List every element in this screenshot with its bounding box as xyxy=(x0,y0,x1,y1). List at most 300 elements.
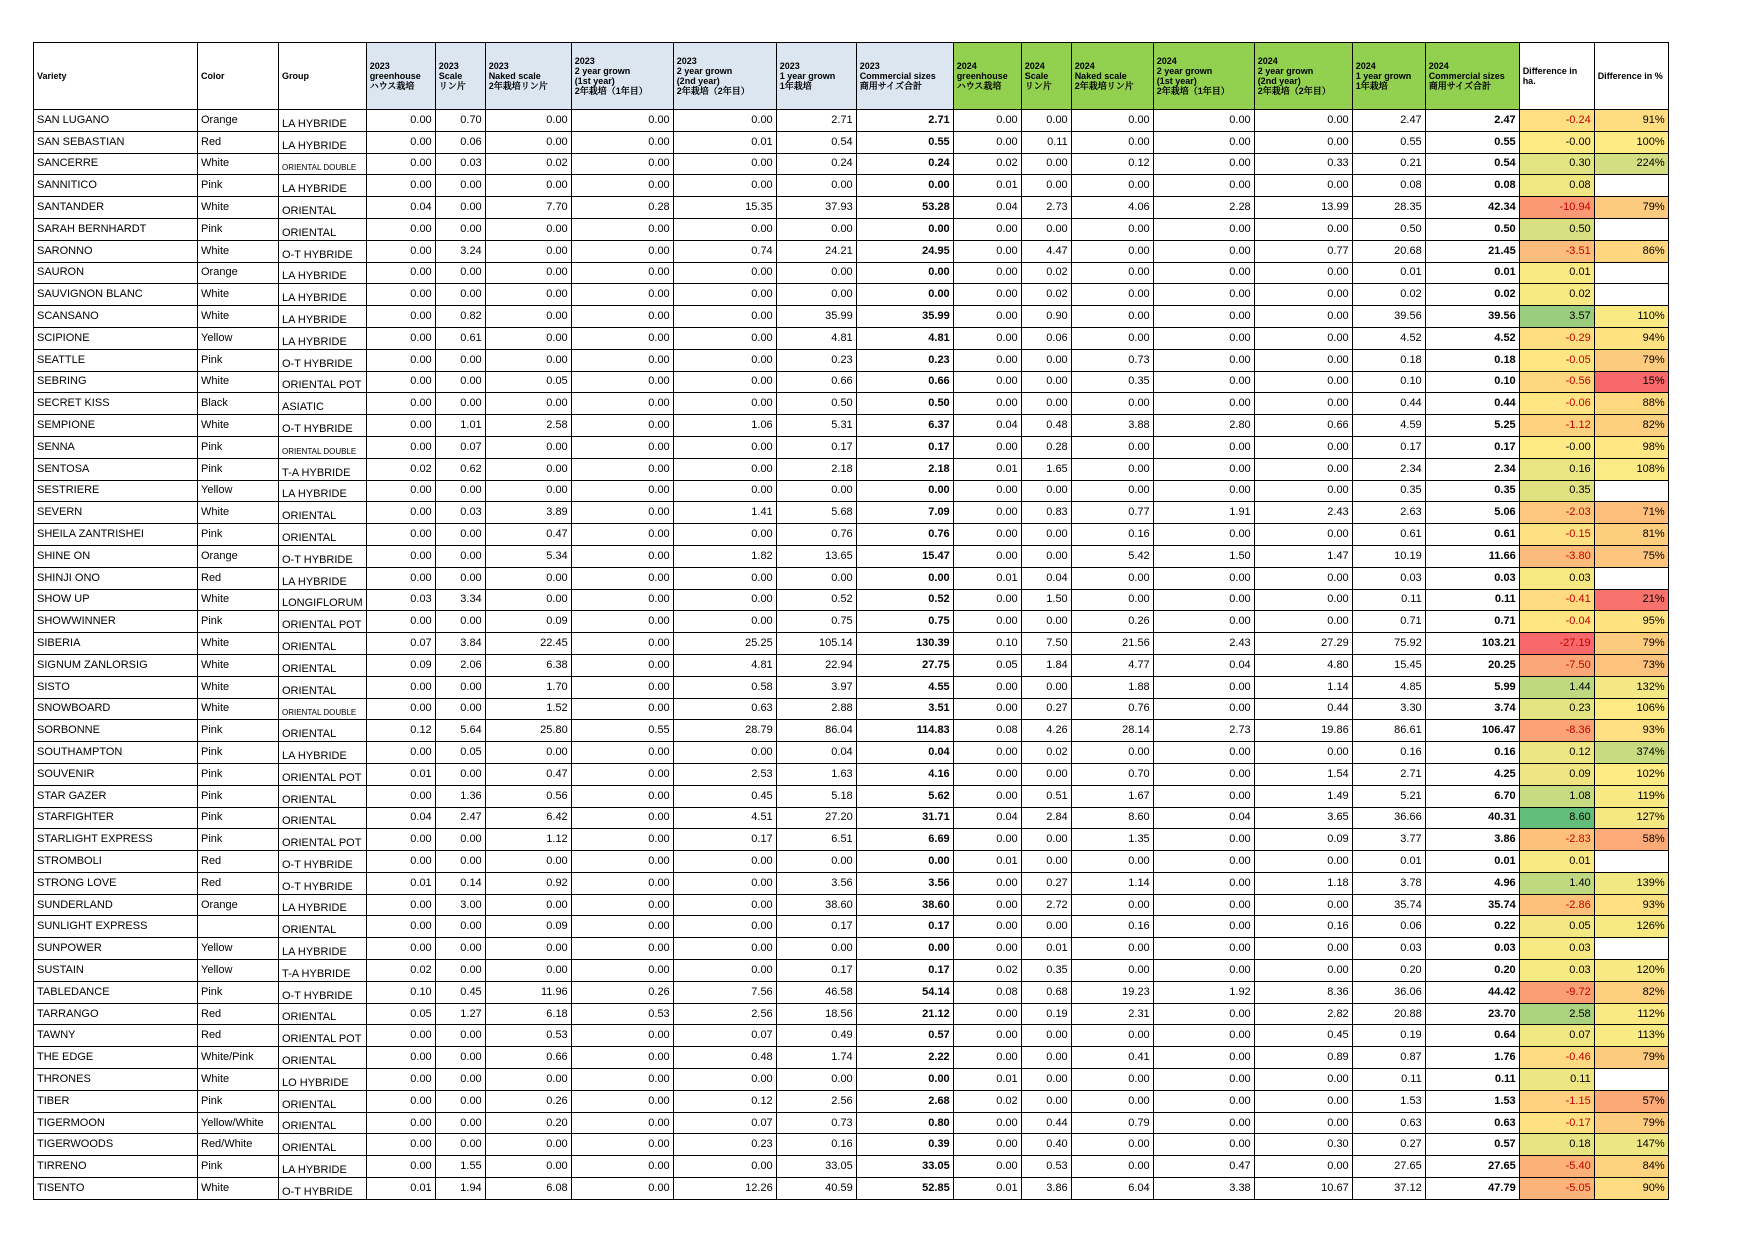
cell-2024-1yr: 0.01 xyxy=(1352,262,1425,284)
cell-diff-ha: 2.58 xyxy=(1519,1003,1594,1025)
cell-group: ORIENTAL xyxy=(279,1090,367,1112)
cell-2024-scale: 0.02 xyxy=(1021,262,1071,284)
cell-2024-2yr-1st: 0.00 xyxy=(1153,1069,1254,1091)
cell-group: O-T HYBRIDE xyxy=(279,545,367,567)
cell-group: ASIATIC xyxy=(279,393,367,415)
table-row xyxy=(34,306,1669,328)
table-row xyxy=(34,1134,1669,1156)
cell-variety: SANCERRE xyxy=(34,153,198,175)
cell-2024-2yr-2nd: 0.00 xyxy=(1254,611,1352,633)
cell-2024-scale: 0.19 xyxy=(1021,1003,1071,1025)
table-row xyxy=(34,327,1669,349)
cell-2023-greenhouse: 0.00 xyxy=(366,502,435,524)
cell-2024-2yr-1st: 2.80 xyxy=(1153,415,1254,437)
cell-2023-commercial: 0.04 xyxy=(856,742,953,764)
cell-2024-commercial: 20.25 xyxy=(1425,654,1519,676)
cell-diff-pct: 21% xyxy=(1594,589,1668,611)
cell-2023-1yr: 0.52 xyxy=(776,589,856,611)
cell-diff-ha: -5.40 xyxy=(1519,1156,1594,1178)
cell-2023-commercial: 3.56 xyxy=(856,872,953,894)
cell-2023-commercial: 15.47 xyxy=(856,545,953,567)
table-row xyxy=(34,872,1669,894)
cell-2024-2yr-1st: 0.00 xyxy=(1153,371,1254,393)
cell-2023-2yr-2nd: 0.07 xyxy=(673,1025,776,1047)
cell-2024-commercial: 11.66 xyxy=(1425,545,1519,567)
cell-2023-1yr: 0.54 xyxy=(776,131,856,153)
cell-diff-pct: 147% xyxy=(1594,1134,1668,1156)
cell-diff-pct: 86% xyxy=(1594,240,1668,262)
cell-2024-2yr-1st: 0.00 xyxy=(1153,284,1254,306)
table-row xyxy=(34,284,1669,306)
cell-2024-2yr-1st: 2.43 xyxy=(1153,633,1254,655)
cell-2023-2yr-2nd: 1.82 xyxy=(673,545,776,567)
table-row xyxy=(34,960,1669,982)
cell-2024-commercial: 42.34 xyxy=(1425,197,1519,219)
cell-2023-2yr-2nd: 0.00 xyxy=(673,916,776,938)
cell-group: O-T HYBRIDE xyxy=(279,349,367,371)
cell-2023-scale: 0.06 xyxy=(435,131,485,153)
cell-2024-naked-scale: 0.00 xyxy=(1071,436,1153,458)
cell-2023-2yr-1st: 0.00 xyxy=(571,894,673,916)
cell-color: White xyxy=(198,589,279,611)
cell-2024-greenhouse: 0.00 xyxy=(953,894,1021,916)
cell-2023-naked-scale: 0.00 xyxy=(485,110,571,132)
cell-2023-scale: 1.01 xyxy=(435,415,485,437)
cell-2024-commercial: 0.63 xyxy=(1425,1112,1519,1134)
cell-2024-naked-scale: 28.14 xyxy=(1071,720,1153,742)
cell-diff-pct: 71% xyxy=(1594,502,1668,524)
cell-2024-greenhouse: 0.00 xyxy=(953,110,1021,132)
cell-2024-naked-scale: 0.00 xyxy=(1071,1090,1153,1112)
cell-2023-2yr-1st: 0.00 xyxy=(571,480,673,502)
cell-2023-scale: 1.27 xyxy=(435,1003,485,1025)
cell-2024-1yr: 35.74 xyxy=(1352,894,1425,916)
cell-2023-scale: 0.00 xyxy=(435,829,485,851)
cell-2023-scale: 0.62 xyxy=(435,458,485,480)
cell-2023-2yr-1st: 0.00 xyxy=(571,240,673,262)
cell-2024-2yr-1st: 0.04 xyxy=(1153,807,1254,829)
cell-2023-1yr: 27.20 xyxy=(776,807,856,829)
cell-variety: STARLIGHT EXPRESS xyxy=(34,829,198,851)
table-row xyxy=(34,458,1669,480)
cell-2023-greenhouse: 0.00 xyxy=(366,1069,435,1091)
cell-2024-2yr-2nd: 0.00 xyxy=(1254,262,1352,284)
cell-2023-2yr-1st: 0.00 xyxy=(571,110,673,132)
cell-2024-scale: 1.65 xyxy=(1021,458,1071,480)
cell-2023-1yr: 0.00 xyxy=(776,262,856,284)
cell-2023-2yr-1st: 0.00 xyxy=(571,1178,673,1200)
cell-2024-1yr: 0.63 xyxy=(1352,1112,1425,1134)
cell-2023-naked-scale: 0.09 xyxy=(485,916,571,938)
table-row xyxy=(34,654,1669,676)
cell-variety: SEMPIONE xyxy=(34,415,198,437)
cell-2024-scale: 0.11 xyxy=(1021,131,1071,153)
cell-2024-2yr-1st: 0.47 xyxy=(1153,1156,1254,1178)
cell-2023-2yr-2nd: 0.12 xyxy=(673,1090,776,1112)
cell-2023-2yr-2nd: 7.56 xyxy=(673,981,776,1003)
cell-color: Orange xyxy=(198,262,279,284)
cell-diff-ha: 8.60 xyxy=(1519,807,1594,829)
cell-diff-pct: 95% xyxy=(1594,611,1668,633)
cell-2023-commercial: 0.17 xyxy=(856,916,953,938)
cell-diff-ha: -2.86 xyxy=(1519,894,1594,916)
table-row xyxy=(34,829,1669,851)
cell-diff-ha: -8.36 xyxy=(1519,720,1594,742)
cell-2024-2yr-2nd: 27.29 xyxy=(1254,633,1352,655)
table-row xyxy=(34,785,1669,807)
cell-2024-naked-scale: 0.77 xyxy=(1071,502,1153,524)
cell-color: White xyxy=(198,1069,279,1091)
cell-2024-greenhouse: 0.00 xyxy=(953,545,1021,567)
cell-diff-ha: 1.08 xyxy=(1519,785,1594,807)
cell-2024-greenhouse: 0.00 xyxy=(953,1156,1021,1178)
cell-2023-greenhouse: 0.00 xyxy=(366,545,435,567)
cell-variety: SHINE ON xyxy=(34,545,198,567)
cell-group: LONGIFLORUM xyxy=(279,589,367,611)
cell-2024-1yr: 0.18 xyxy=(1352,349,1425,371)
cell-2024-2yr-1st: 0.00 xyxy=(1153,611,1254,633)
cell-2023-1yr: 37.93 xyxy=(776,197,856,219)
cell-2024-2yr-2nd: 0.00 xyxy=(1254,349,1352,371)
cell-diff-ha: -0.15 xyxy=(1519,524,1594,546)
cell-2024-commercial: 0.22 xyxy=(1425,916,1519,938)
cell-2024-2yr-1st: 0.00 xyxy=(1153,742,1254,764)
cell-2024-scale: 0.00 xyxy=(1021,829,1071,851)
cell-diff-pct xyxy=(1594,218,1668,240)
cell-2023-2yr-1st: 0.00 xyxy=(571,306,673,328)
cell-2024-commercial: 3.74 xyxy=(1425,698,1519,720)
table-row xyxy=(34,676,1669,698)
cell-2024-2yr-2nd: 0.09 xyxy=(1254,829,1352,851)
cell-color: White xyxy=(198,654,279,676)
table-row xyxy=(34,1178,1669,1200)
cell-2024-commercial: 4.25 xyxy=(1425,763,1519,785)
cell-2023-scale: 0.00 xyxy=(435,262,485,284)
cell-2024-scale: 7.50 xyxy=(1021,633,1071,655)
cell-2023-greenhouse: 0.01 xyxy=(366,763,435,785)
cell-2024-naked-scale: 1.14 xyxy=(1071,872,1153,894)
cell-2023-2yr-1st: 0.00 xyxy=(571,502,673,524)
cell-variety: SORBONNE xyxy=(34,720,198,742)
cell-diff-ha: 0.07 xyxy=(1519,1025,1594,1047)
table-row xyxy=(34,1090,1669,1112)
cell-2024-scale: 0.01 xyxy=(1021,938,1071,960)
cell-color: Pink xyxy=(198,720,279,742)
cell-group: ORIENTAL xyxy=(279,807,367,829)
cell-2024-naked-scale: 8.60 xyxy=(1071,807,1153,829)
table-row xyxy=(34,502,1669,524)
cell-2023-1yr: 0.66 xyxy=(776,371,856,393)
cell-diff-pct: 119% xyxy=(1594,785,1668,807)
cell-diff-pct: 79% xyxy=(1594,633,1668,655)
cell-color: Pink xyxy=(198,807,279,829)
cell-2023-commercial: 5.62 xyxy=(856,785,953,807)
cell-2024-2yr-1st: 0.00 xyxy=(1153,1090,1254,1112)
cell-2023-2yr-2nd: 0.00 xyxy=(673,589,776,611)
cell-color: Pink xyxy=(198,524,279,546)
cell-2023-2yr-2nd: 0.58 xyxy=(673,676,776,698)
cell-diff-pct xyxy=(1594,262,1668,284)
cell-diff-pct: 100% xyxy=(1594,131,1668,153)
cell-2024-naked-scale: 0.00 xyxy=(1071,567,1153,589)
cell-diff-ha: -0.41 xyxy=(1519,589,1594,611)
cell-2023-naked-scale: 6.08 xyxy=(485,1178,571,1200)
cell-2023-scale: 0.14 xyxy=(435,872,485,894)
cell-2023-scale: 0.70 xyxy=(435,110,485,132)
cell-2023-1yr: 6.51 xyxy=(776,829,856,851)
cell-2024-2yr-2nd: 0.00 xyxy=(1254,567,1352,589)
cell-2023-greenhouse: 0.09 xyxy=(366,654,435,676)
cell-2023-2yr-2nd: 0.00 xyxy=(673,480,776,502)
cell-diff-ha: 0.01 xyxy=(1519,262,1594,284)
table-body xyxy=(34,110,1669,1200)
header-2024-commercial: 2024 Commercial sizes 商用サイズ合計 xyxy=(1425,43,1519,110)
cell-2024-commercial: 0.55 xyxy=(1425,131,1519,153)
cell-2023-naked-scale: 0.53 xyxy=(485,1025,571,1047)
cell-2023-commercial: 0.17 xyxy=(856,960,953,982)
table-row xyxy=(34,1156,1669,1178)
cell-2024-commercial: 103.21 xyxy=(1425,633,1519,655)
cell-2024-commercial: 21.45 xyxy=(1425,240,1519,262)
cell-diff-ha: -0.05 xyxy=(1519,349,1594,371)
cell-color: Yellow xyxy=(198,960,279,982)
cell-2023-2yr-1st: 0.00 xyxy=(571,807,673,829)
cell-2024-greenhouse: 0.00 xyxy=(953,436,1021,458)
cell-2023-2yr-1st: 0.00 xyxy=(571,1134,673,1156)
cell-2023-naked-scale: 0.56 xyxy=(485,785,571,807)
cell-2023-2yr-1st: 0.00 xyxy=(571,633,673,655)
cell-2024-1yr: 0.50 xyxy=(1352,218,1425,240)
cell-2023-greenhouse: 0.00 xyxy=(366,110,435,132)
cell-2023-naked-scale: 0.00 xyxy=(485,960,571,982)
cell-2023-1yr: 0.73 xyxy=(776,1112,856,1134)
cell-2023-1yr: 2.56 xyxy=(776,1090,856,1112)
cell-diff-ha: 0.03 xyxy=(1519,960,1594,982)
cell-color: Red xyxy=(198,851,279,873)
cell-2024-2yr-1st: 0.00 xyxy=(1153,110,1254,132)
cell-color: White xyxy=(198,197,279,219)
cell-variety: SUNPOWER xyxy=(34,938,198,960)
cell-2024-2yr-1st: 0.00 xyxy=(1153,393,1254,415)
cell-2024-2yr-1st: 0.00 xyxy=(1153,1134,1254,1156)
cell-2023-2yr-2nd: 0.00 xyxy=(673,349,776,371)
cell-diff-pct: 82% xyxy=(1594,981,1668,1003)
cell-2024-naked-scale: 0.79 xyxy=(1071,1112,1153,1134)
cell-2023-naked-scale: 0.00 xyxy=(485,1069,571,1091)
variety-area-table xyxy=(33,42,1669,1200)
cell-2023-greenhouse: 0.00 xyxy=(366,916,435,938)
cell-2024-1yr: 0.61 xyxy=(1352,524,1425,546)
cell-2023-scale: 5.64 xyxy=(435,720,485,742)
cell-2023-2yr-1st: 0.00 xyxy=(571,262,673,284)
cell-variety: SANNITICO xyxy=(34,175,198,197)
cell-color: Pink xyxy=(198,611,279,633)
cell-2024-scale: 0.02 xyxy=(1021,284,1071,306)
cell-2024-2yr-1st: 0.00 xyxy=(1153,894,1254,916)
cell-2024-commercial: 0.17 xyxy=(1425,436,1519,458)
cell-group: LA HYBRIDE xyxy=(279,938,367,960)
cell-2024-commercial: 0.44 xyxy=(1425,393,1519,415)
cell-2023-greenhouse: 0.00 xyxy=(366,742,435,764)
cell-2023-naked-scale: 0.00 xyxy=(485,131,571,153)
cell-2023-1yr: 5.31 xyxy=(776,415,856,437)
cell-2023-greenhouse: 0.00 xyxy=(366,829,435,851)
cell-2023-greenhouse: 0.00 xyxy=(366,284,435,306)
cell-2024-2yr-2nd: 0.00 xyxy=(1254,306,1352,328)
cell-diff-ha: -0.56 xyxy=(1519,371,1594,393)
cell-2023-2yr-1st: 0.00 xyxy=(571,327,673,349)
cell-2024-naked-scale: 0.41 xyxy=(1071,1047,1153,1069)
cell-variety: SCIPIONE xyxy=(34,327,198,349)
cell-2024-2yr-1st: 0.00 xyxy=(1153,458,1254,480)
cell-group: ORIENTAL xyxy=(279,502,367,524)
cell-2024-scale: 0.00 xyxy=(1021,1069,1071,1091)
cell-diff-ha: -0.29 xyxy=(1519,327,1594,349)
cell-2023-2yr-1st: 0.00 xyxy=(571,763,673,785)
cell-2024-1yr: 36.66 xyxy=(1352,807,1425,829)
cell-2024-1yr: 0.19 xyxy=(1352,1025,1425,1047)
cell-2023-commercial: 0.76 xyxy=(856,524,953,546)
table-row xyxy=(34,916,1669,938)
cell-diff-ha: 0.18 xyxy=(1519,1134,1594,1156)
cell-2024-2yr-1st: 0.00 xyxy=(1153,240,1254,262)
cell-group: ORIENTAL POT xyxy=(279,611,367,633)
cell-variety: TABLEDANCE xyxy=(34,981,198,1003)
cell-2023-naked-scale: 0.00 xyxy=(485,742,571,764)
cell-2024-greenhouse: 0.00 xyxy=(953,1003,1021,1025)
cell-diff-pct: 106% xyxy=(1594,698,1668,720)
cell-color: White xyxy=(198,415,279,437)
cell-2024-greenhouse: 0.00 xyxy=(953,938,1021,960)
cell-2023-naked-scale: 1.52 xyxy=(485,698,571,720)
cell-2023-1yr: 0.04 xyxy=(776,742,856,764)
cell-variety: TARRANGO xyxy=(34,1003,198,1025)
cell-variety: SCANSANO xyxy=(34,306,198,328)
header-group: Group xyxy=(279,43,367,110)
cell-2023-scale: 0.07 xyxy=(435,436,485,458)
cell-2024-2yr-1st: 0.00 xyxy=(1153,349,1254,371)
cell-variety: SEVERN xyxy=(34,502,198,524)
cell-2023-commercial: 0.00 xyxy=(856,1069,953,1091)
cell-group: ORIENTAL xyxy=(279,1134,367,1156)
cell-diff-ha: 0.30 xyxy=(1519,153,1594,175)
cell-variety: SENTOSA xyxy=(34,458,198,480)
cell-2023-scale: 0.82 xyxy=(435,306,485,328)
cell-2023-scale: 0.05 xyxy=(435,742,485,764)
cell-variety: SOUVENIR xyxy=(34,763,198,785)
header-2024-1yr: 2024 1 year grown 1年栽培 xyxy=(1352,43,1425,110)
cell-2024-naked-scale: 1.35 xyxy=(1071,829,1153,851)
cell-diff-pct: 15% xyxy=(1594,371,1668,393)
cell-diff-ha: -0.17 xyxy=(1519,1112,1594,1134)
cell-2024-scale: 4.26 xyxy=(1021,720,1071,742)
cell-2023-greenhouse: 0.00 xyxy=(366,938,435,960)
cell-2023-2yr-2nd: 0.00 xyxy=(673,524,776,546)
cell-2023-2yr-2nd: 0.00 xyxy=(673,262,776,284)
cell-2024-naked-scale: 5.42 xyxy=(1071,545,1153,567)
cell-diff-ha: -0.00 xyxy=(1519,436,1594,458)
cell-2023-scale: 0.61 xyxy=(435,327,485,349)
cell-2023-2yr-2nd: 0.45 xyxy=(673,785,776,807)
cell-2023-commercial: 2.71 xyxy=(856,110,953,132)
cell-2023-greenhouse: 0.00 xyxy=(366,371,435,393)
cell-diff-ha: 0.03 xyxy=(1519,938,1594,960)
cell-2023-scale: 2.06 xyxy=(435,654,485,676)
cell-2023-naked-scale: 0.00 xyxy=(485,851,571,873)
cell-2024-1yr: 0.16 xyxy=(1352,742,1425,764)
cell-2024-greenhouse: 0.00 xyxy=(953,785,1021,807)
table-row xyxy=(34,371,1669,393)
cell-diff-ha: 0.12 xyxy=(1519,742,1594,764)
cell-2023-naked-scale: 0.00 xyxy=(485,349,571,371)
cell-2024-greenhouse: 0.00 xyxy=(953,763,1021,785)
cell-2024-1yr: 0.08 xyxy=(1352,175,1425,197)
cell-2023-naked-scale: 2.58 xyxy=(485,415,571,437)
cell-2024-2yr-2nd: 1.18 xyxy=(1254,872,1352,894)
cell-variety: SESTRIERE xyxy=(34,480,198,502)
cell-2023-2yr-2nd: 0.00 xyxy=(673,872,776,894)
cell-2023-naked-scale: 0.47 xyxy=(485,524,571,546)
cell-2024-greenhouse: 0.00 xyxy=(953,524,1021,546)
cell-2023-scale: 0.00 xyxy=(435,960,485,982)
cell-2023-naked-scale: 0.00 xyxy=(485,393,571,415)
cell-2024-2yr-2nd: 0.66 xyxy=(1254,415,1352,437)
cell-color: White xyxy=(198,306,279,328)
cell-2024-2yr-2nd: 0.00 xyxy=(1254,371,1352,393)
cell-2024-greenhouse: 0.00 xyxy=(953,131,1021,153)
cell-group: ORIENTAL POT xyxy=(279,1025,367,1047)
cell-2023-commercial: 31.71 xyxy=(856,807,953,829)
cell-diff-ha: 0.01 xyxy=(1519,851,1594,873)
cell-color: Pink xyxy=(198,763,279,785)
cell-2023-naked-scale: 0.05 xyxy=(485,371,571,393)
cell-2023-1yr: 0.17 xyxy=(776,436,856,458)
cell-2024-1yr: 0.11 xyxy=(1352,1069,1425,1091)
cell-2024-2yr-2nd: 0.00 xyxy=(1254,894,1352,916)
cell-2024-scale: 0.00 xyxy=(1021,1090,1071,1112)
cell-2023-2yr-1st: 0.00 xyxy=(571,218,673,240)
cell-diff-ha: 0.08 xyxy=(1519,175,1594,197)
cell-2024-commercial: 0.61 xyxy=(1425,524,1519,546)
cell-diff-pct: 93% xyxy=(1594,720,1668,742)
cell-2023-scale: 0.00 xyxy=(435,480,485,502)
cell-2023-2yr-1st: 0.00 xyxy=(571,589,673,611)
cell-2023-greenhouse: 0.00 xyxy=(366,1025,435,1047)
cell-2023-2yr-1st: 0.00 xyxy=(571,349,673,371)
cell-2023-2yr-2nd: 0.00 xyxy=(673,306,776,328)
cell-2023-naked-scale: 6.42 xyxy=(485,807,571,829)
cell-2024-2yr-1st: 0.00 xyxy=(1153,1112,1254,1134)
cell-variety: SNOWBOARD xyxy=(34,698,198,720)
cell-2023-1yr: 86.04 xyxy=(776,720,856,742)
cell-2023-2yr-1st: 0.00 xyxy=(571,175,673,197)
cell-group: LA HYBRIDE xyxy=(279,480,367,502)
cell-diff-pct xyxy=(1594,938,1668,960)
cell-diff-pct xyxy=(1594,567,1668,589)
table-row xyxy=(34,524,1669,546)
cell-2024-naked-scale: 0.00 xyxy=(1071,938,1153,960)
cell-2023-naked-scale: 0.20 xyxy=(485,1112,571,1134)
cell-2024-2yr-2nd: 0.00 xyxy=(1254,110,1352,132)
cell-2024-commercial: 47.79 xyxy=(1425,1178,1519,1200)
cell-2024-1yr: 0.10 xyxy=(1352,371,1425,393)
cell-2023-1yr: 1.63 xyxy=(776,763,856,785)
cell-2024-naked-scale: 4.06 xyxy=(1071,197,1153,219)
cell-2024-greenhouse: 0.00 xyxy=(953,371,1021,393)
cell-diff-pct: 91% xyxy=(1594,110,1668,132)
cell-2024-greenhouse: 0.04 xyxy=(953,807,1021,829)
cell-2023-greenhouse: 0.00 xyxy=(366,240,435,262)
